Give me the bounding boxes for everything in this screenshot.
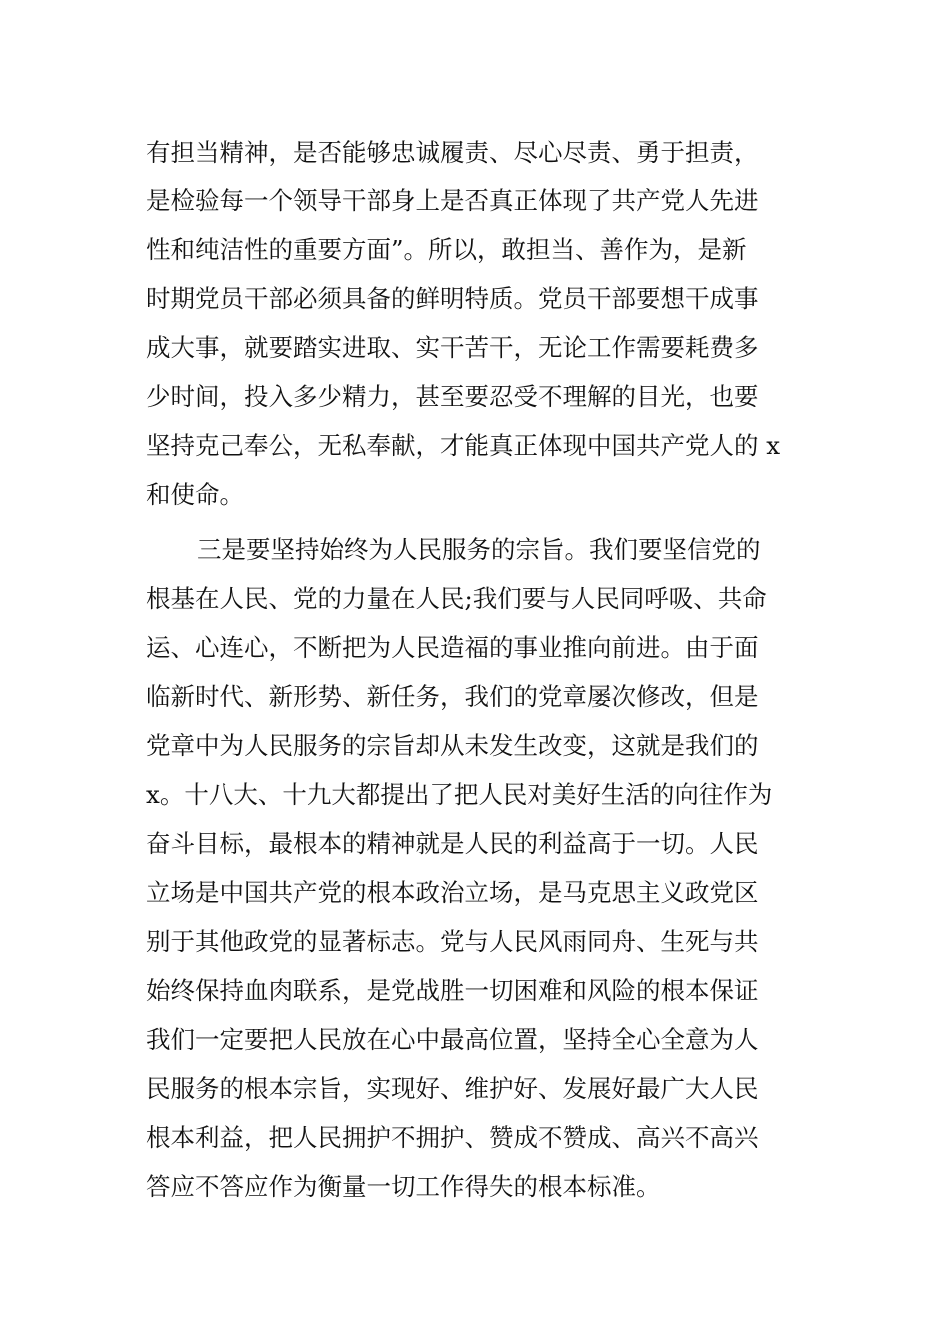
text-line: 性和纯洁性的重要方面”。所以，敢担当、善作为，是新	[146, 235, 747, 264]
text-line: 党章中为人民服务的宗旨却从未发生改变，这就是我们的	[146, 731, 759, 760]
text-line: 立场是中国共产党的根本政治立场，是马克思主义政党区	[146, 878, 759, 907]
text-line: 临新时代、新形势、新任务，我们的党章屡次修改，但是	[146, 682, 759, 711]
text-line: 和使命。	[146, 480, 244, 509]
text-line: 民服务的根本宗旨，实现好、维护好、发展好最广大人民	[146, 1074, 759, 1103]
text-line: 少时间，投入多少精力，甚至要忍受不理解的目光，也要	[146, 382, 759, 411]
text-line: 坚持克己奉公，无私奉献，才能真正体现中国共产党人的 x	[146, 431, 781, 460]
text-line: 根本利益，把人民拥护不拥护、赞成不赞成、高兴不高兴	[146, 1123, 759, 1152]
text-line: 有担当精神，是否能够忠诚履责、尽心尽责、勇于担责，	[146, 138, 759, 167]
text-line: x。十八大、十九大都提出了把人民对美好生活的向往作为	[146, 780, 773, 809]
text-line: 是检验每一个领导干部身上是否真正体现了共产党人先进	[146, 186, 759, 215]
text-line: 奋斗目标，最根本的精神就是人民的利益高于一切。人民	[146, 829, 759, 858]
text-line: 我们一定要把人民放在心中最高位置，坚持全心全意为人	[146, 1025, 759, 1054]
text-line: 答应不答应作为衡量一切工作得失的根本标准。	[146, 1172, 661, 1201]
text-line: 成大事，就要踏实进取、实干苦干，无论工作需要耗费多	[146, 333, 759, 362]
text-line: 根基在人民、党的力量在人民;我们要与人民同呼吸、共命	[146, 584, 767, 613]
text-line: 别于其他政党的显著标志。党与人民风雨同舟、生死与共	[146, 927, 759, 956]
text-line: 时期党员干部必须具备的鲜明特质。党员干部要想干成事	[146, 284, 759, 313]
paragraph-first-line: 三是要坚持始终为人民服务的宗旨。我们要坚信党的	[197, 535, 761, 564]
text-line: 始终保持血肉联系，是党战胜一切困难和风险的根本保证	[146, 976, 759, 1005]
text-line: 运、心连心，不断把为人民造福的事业推向前进。由于面	[146, 633, 759, 662]
